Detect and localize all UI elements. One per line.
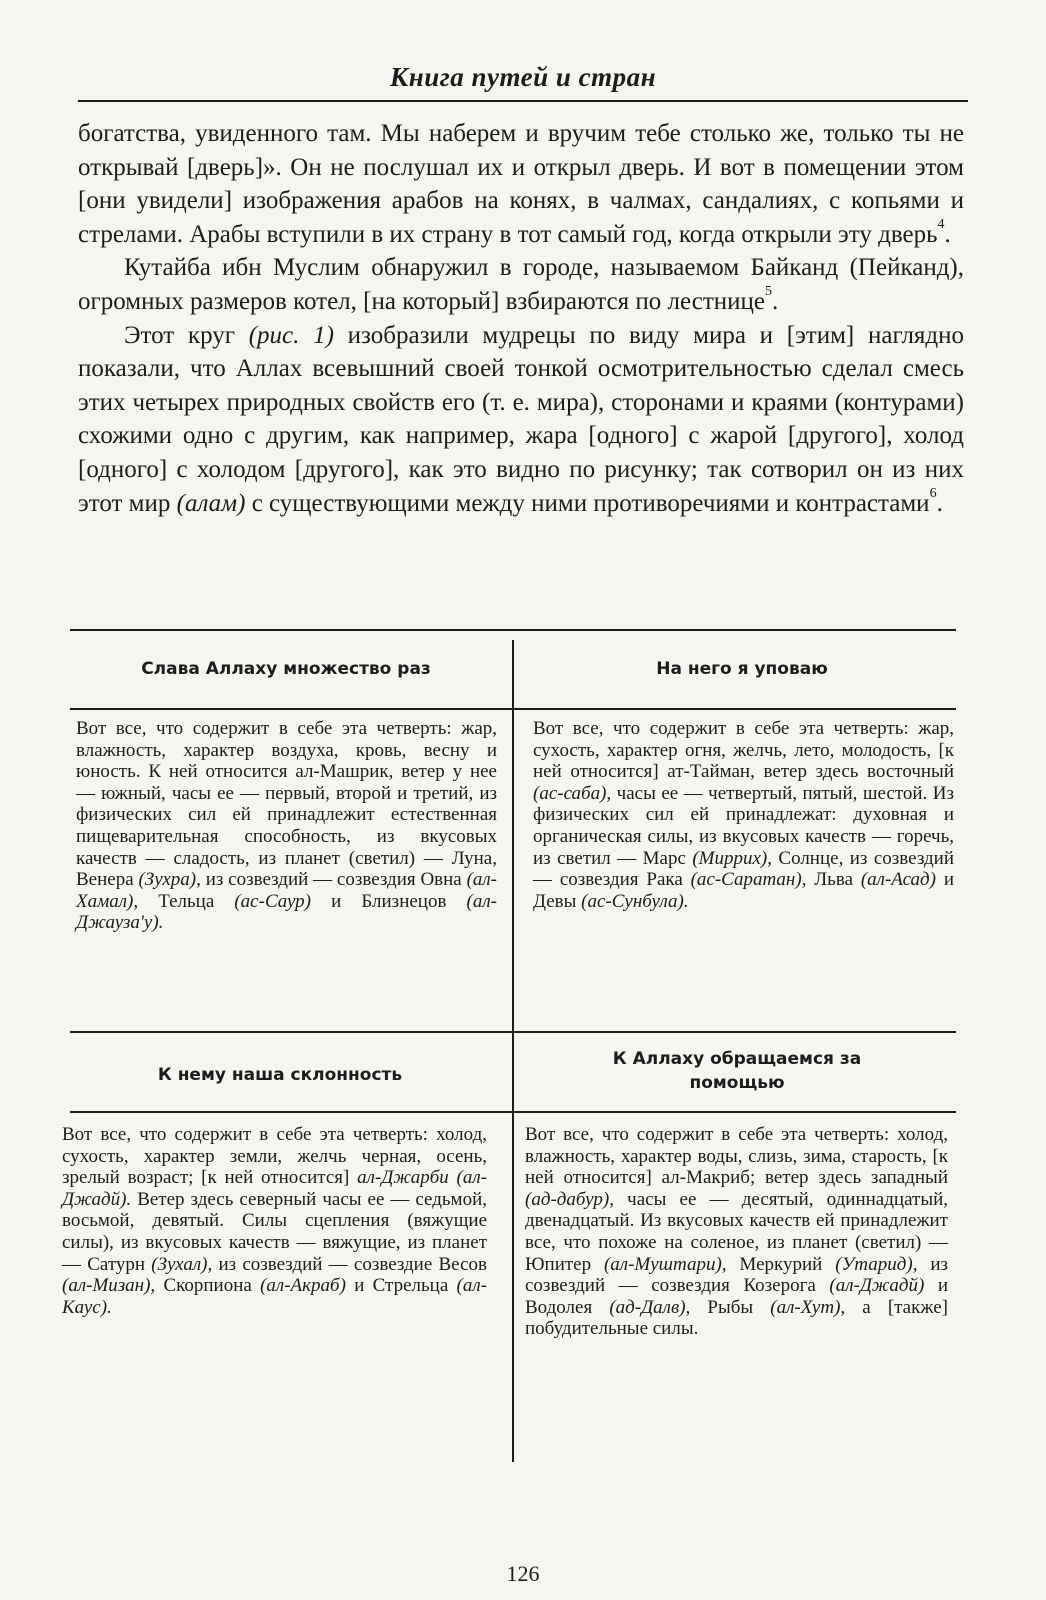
cell-text [525, 1124, 948, 1340]
italic-term: (ас-Сунбула). [581, 890, 689, 912]
text-run: часы ее — четвертый, пятый, шестой. Из физических сил ей принадлежат: духовная и органическая силы, из вкусовых качеств — горечь, из светил — Марс [533, 782, 954, 869]
italic-term: (ас-Саратан), [690, 869, 807, 891]
italic-term: (Миррих), [692, 847, 772, 869]
paragraph: Кутайба ибн Муслим обнаружил в городе, называемом Байканд (Пейканд), огромных размеров котел, [на который] взбираются по лестнице$^5$. [78, 254, 964, 315]
italic-term: (Зухра), [138, 869, 201, 891]
cell-text [76, 718, 497, 934]
table-top-rule [70, 629, 956, 631]
text-run: Вот все, что содержит в себе эта четверть: холод, сухость, характер земли, желчь черная, осень, зрелый возраст; [к ней относится] [62, 1124, 487, 1189]
text-run: из созвездий — созвездия Козерога [525, 1253, 948, 1297]
paragraph-text: Кутайба ибн Муслим обнаружил в городе, называемом Байканд (Пейканд), огромных размеров котел, [на который] взбираются по лестнице [78, 254, 964, 315]
footnote-ref: 5 [764, 283, 772, 299]
paragraph-text: богатства, увиденного там. Мы наберем и вручим тебе столько же, только ты не открывай [дверь]». Он не послушал их и открыл дверь. И вот в помещении этом [они увидели] изображения арабов на конях, в чалмах, сандалиях, с копьями и стрелами. Арабы вступили в их страну в тот самый год, когда открыли эту дверь [78, 120, 964, 248]
italic-term: (ад-дабур), [525, 1188, 614, 1210]
italic-term: (ал-Хамал), [76, 869, 498, 912]
running-head: Книга путей и стран [389, 62, 657, 92]
italic-term: (алам) [176, 489, 246, 517]
text-run: Рыбы [690, 1296, 771, 1318]
table-column-rule [512, 640, 514, 1462]
italic-term: (ал-Каус). [62, 1275, 487, 1318]
footnote-ref: 4 [937, 216, 945, 232]
cell-text [533, 718, 954, 912]
text-run: Вот все, что содержит в себе эта четверть: жар, сухость, характер огня, желчь, лето, молодость, [к ней относится] ат-Тайман, ветер здесь восточный [533, 718, 954, 783]
text-run: Ветер здесь северный часы ее — седьмой, восьмой, девятый. Силы сцепления (вяжущие силы), из вкусовых качеств — вяжущие, из планет — Сатурн [62, 1188, 487, 1275]
text-run: и Водолея [525, 1275, 948, 1318]
italic-term: (ал-Джадй) [829, 1275, 925, 1297]
text-run: Льва [806, 869, 861, 891]
text-run: Солнце, из созвездий — созвездия Рака [533, 847, 954, 891]
italic-term: (ас-саба), [533, 782, 612, 804]
italic-term: (ал-Муштари), [603, 1253, 727, 1275]
text-run: и Девы [533, 869, 954, 912]
cell-heading: Слава Аллаху множество раз [141, 659, 431, 679]
text-run: Меркурий [726, 1253, 836, 1275]
figure-reference: (рис. 1) [248, 321, 334, 349]
text-run: из созвездий — созвездия Овна [200, 869, 467, 891]
text-run: и Стрельца [345, 1275, 457, 1297]
text-run: Вот все, что содержит в себе эта четверть: жар, влажность, характер воздуха, кровь, весну и юность. К ней относится ал-Машрик, ветер у нее — южный, часы ее — первый, второй и третий, из физических сил ей принадлежит естественная пищеварительная способность, из вкусовых качеств — сладость, из планет (светил) — Луна, Венера [76, 718, 497, 891]
cell-heading: К Аллаху обращаемся за помощью [612, 1049, 862, 1093]
footnote-ref: 6 [929, 485, 937, 501]
text-run: Тельца [138, 890, 235, 912]
text-run: Вот все, что содержит в себе эта четверть: холод, влажность, характер воды, слизь, зима, старость, [к ней относится] ал-Макриб; ветер здесь западный [525, 1124, 948, 1189]
page-number: 126 [506, 1561, 540, 1586]
italic-term: (Утарид), [835, 1253, 918, 1275]
cell-heading: На него я уповаю [656, 659, 828, 679]
paragraph-text: с существующими между ними противоречиями и контрастами [245, 489, 930, 517]
cell-heading: К нему наша склонность [157, 1065, 403, 1085]
cell-text [62, 1124, 487, 1318]
italic-term: (ал-Мизан), [62, 1275, 156, 1297]
text-run: а [также] побудительные силы. [525, 1296, 948, 1340]
italic-term: (ас-Саур) [234, 890, 312, 912]
text-run: Скорпиона [155, 1275, 261, 1297]
italic-term: (ал-Акраб) [260, 1275, 346, 1297]
header-rule [78, 100, 968, 102]
main-text [78, 117, 964, 520]
text-run: часы ее — десятый, одиннадцатый, двенадцатый. Из вкусовых качеств ей принадлежит все, что похоже на соленое, из планет (светил) — Юпитер [525, 1188, 948, 1275]
text-run: из созвездий — созвездие Весов [212, 1253, 487, 1275]
paragraph: богатства, увиденного там. Мы наберем и вручим тебе столько же, только ты не открывай [дверь]». Он не послушал их и открыл дверь. И вот в помещении этом [они увидели] изображения арабов на конях, в чалмах, сандалиях, с копьями и стрелами. Арабы вступили в их страну в тот самый год, когда открыли эту дверь$^4$. [78, 120, 964, 248]
paragraph: Этот круг (рис. 1) изобразили мудрецы по виду мира и [этим] наглядно показали, что Аллах всевышний своей тонкой осмотрительностью сделал смесь этих четырех природных свойств его (т. е. мира), сторонами и краями (контурами) схожими одно с другим, как например, жара [одного] с жарой [другого], холод [одного] с холодом [другого], как это видно по рисунку; так сотворил он из них этот мир (алам) с существующими между ними противоречиями и контрастами$^6$. [78, 321, 965, 517]
italic-term: (ал-Джауза'у). [76, 890, 497, 934]
italic-term: (ад-Далв), [609, 1296, 691, 1318]
italic-term: (ал-Асад) [860, 869, 936, 891]
italic-term: (ал-Хут), [770, 1296, 846, 1318]
text-run: и Близнецов [311, 890, 467, 912]
paragraph-text: изобразили мудрецы по виду мира и [этим] наглядно показали, что Аллах всевышний своей тонкой осмотрительностью сделал смесь этих четырех природных свойств его (т. е. мира), сторонами и краями (контурами) схожими одно с другим, как например, жара [одного] с жарой [другого], холод [одного] с холодом [другого], как это видно по рисунку; так сотворил он из них этот мир [78, 321, 965, 517]
italic-term: ал-Джарби (ал-Джадй). [62, 1167, 487, 1210]
paragraph-text: Этот круг [124, 321, 249, 349]
italic-term: (Зухал), [151, 1253, 213, 1275]
